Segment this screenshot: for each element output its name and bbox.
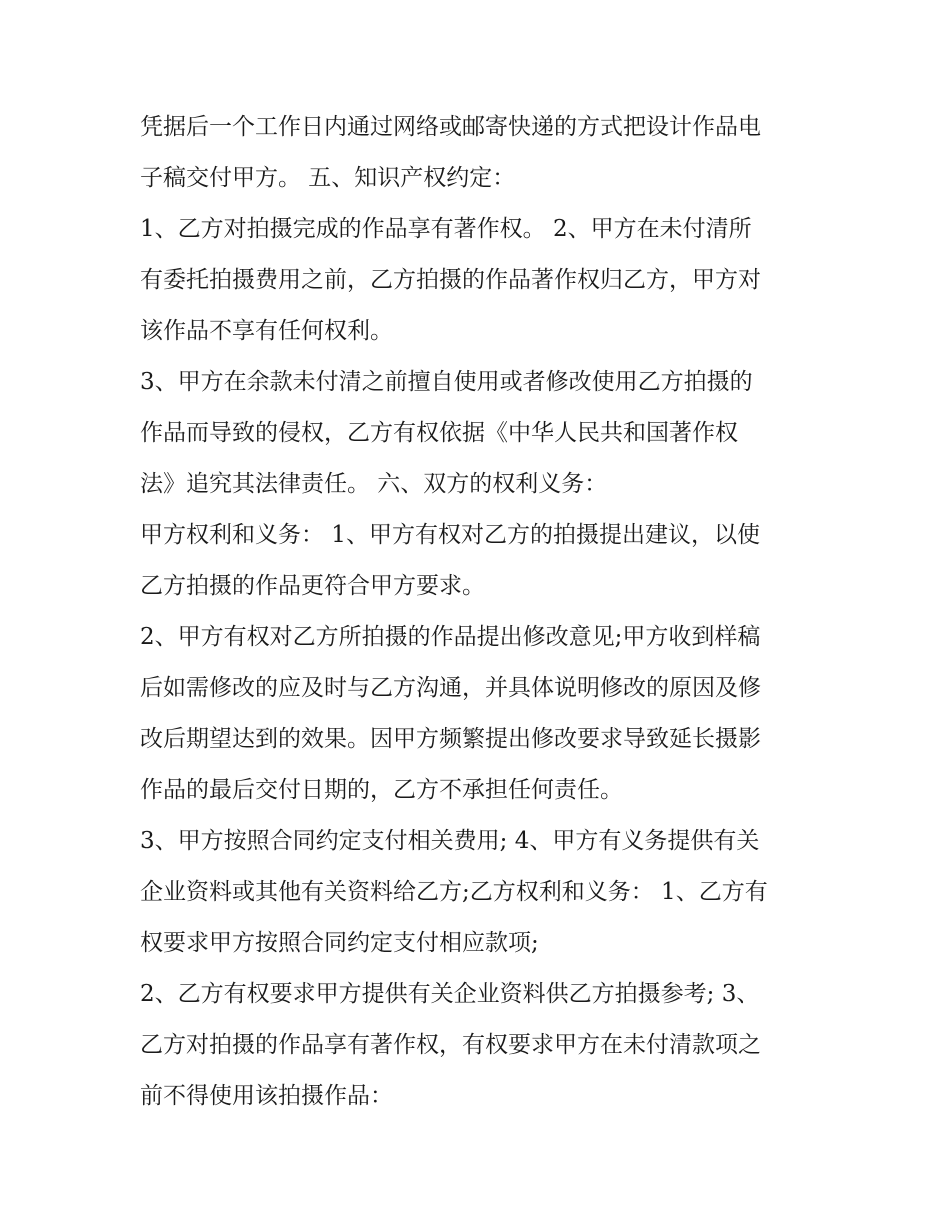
text-line: 乙方对拍摄的作品享有著作权，有权要求甲方在未付清款项之 (140, 1032, 761, 1058)
text-line: 乙方拍摄的作品更符合甲方要求。 (140, 573, 485, 599)
text-line: 法》追究其法律责任。 六、双方的权利义务： (140, 471, 608, 497)
text-line: 3、甲方在余款未付清之前擅自使用或者修改使用乙方拍摄的 (140, 369, 753, 395)
text-line: 作品的最后交付日期的，乙方不承担任何责任。 (140, 777, 623, 803)
text-line: 权要求甲方按照合同约定支付相应款项; (140, 930, 539, 956)
text-line: 企业资料或其他有关资料给乙方;乙方权利和义务： 1、乙方有 (140, 879, 768, 905)
text-line: 该作品不享有任何权利。 (140, 318, 393, 344)
text-line: 改后期望达到的效果。因甲方频繁提出修改要求导致延长摄影 (140, 726, 761, 752)
text-line: 有委托拍摄费用之前，乙方拍摄的作品著作权归乙方，甲方对 (140, 267, 761, 293)
text-line: 2、甲方有权对乙方所拍摄的作品提出修改意见;甲方收到样稿 (140, 624, 761, 650)
text-line: 甲方权利和义务： 1、甲方有权对乙方的拍摄提出建议，以使 (140, 522, 760, 548)
text-line: 2、乙方有权要求甲方提供有关企业资料供乙方拍摄参考; 3、 (140, 981, 760, 1007)
document-body (140, 102, 830, 1122)
text-line: 作品而导致的侵权，乙方有权依据《中华人民共和国著作权 (140, 420, 738, 446)
text-line: 前不得使用该拍摄作品： (140, 1083, 393, 1109)
text-line: 后如需修改的应及时与乙方沟通，并具体说明修改的原因及修 (140, 675, 761, 701)
text-line: 子稿交付甲方。 五、知识产权约定： (140, 165, 516, 191)
text-line: 凭据后一个工作日内通过网络或邮寄快递的方式把设计作品电 (140, 114, 761, 140)
text-line: 1、乙方对拍摄完成的作品享有著作权。 2、甲方在未付清所 (140, 216, 752, 242)
text-line: 3、甲方按照合同约定支付相关费用; 4、甲方有义务提供有关 (140, 828, 760, 854)
